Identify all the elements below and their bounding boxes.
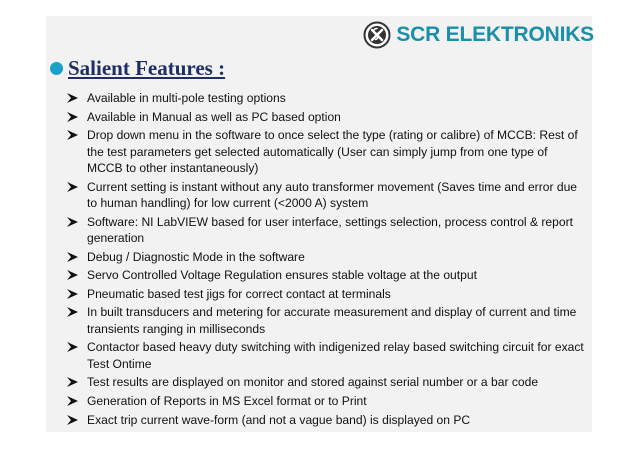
- feature-item: [65, 267, 585, 284]
- feature-item: [65, 374, 585, 391]
- right-arrow-icon: [65, 179, 81, 195]
- right-arrow-icon: [65, 127, 81, 143]
- feature-text: Exact trip current wave-form (and not a vague band) is displayed on PC: [87, 412, 471, 427]
- right-arrow-icon: [65, 412, 81, 428]
- salient-features-title: Salient Features :: [68, 56, 226, 80]
- right-arrow-icon: [65, 304, 81, 320]
- feature-text: Available in multi-pole testing options: [87, 91, 286, 105]
- feature-item: [65, 412, 585, 429]
- feature-item: [65, 214, 585, 247]
- feature-text: Generation of Reports in MS Excel format or to Print: [87, 394, 367, 409]
- feature-text: Contactor based heavy duty switching with indigenized relay based switching circuit for exact Test Ontime: [87, 340, 584, 371]
- feature-text: Available in Manual as well as PC based option: [87, 109, 341, 124]
- feature-text: Pneumatic based test jigs for correct contact at terminals: [87, 286, 391, 301]
- feature-item: [65, 393, 585, 410]
- company-logo: [363, 19, 594, 51]
- feature-text: Current setting is instant without any auto transformer movement (Saves time and error due to human handling) for low current (<2000 A) system: [87, 179, 578, 211]
- heading-bullet: [50, 62, 63, 75]
- feature-item: [65, 179, 585, 212]
- feature-text: Software: NI LabVIEW based for user interface, settings selection, process control & report generation: [87, 214, 573, 246]
- feature-text: Test results are displayed on monitor and stored against serial number or a bar code: [87, 375, 539, 390]
- right-arrow-icon: [65, 267, 81, 283]
- features-list: [65, 90, 585, 430]
- feature-text: Servo Controlled Voltage Regulation ensures stable voltage at the output: [87, 268, 477, 283]
- right-arrow-icon: [65, 109, 81, 125]
- feature-text: In built transducers and metering for accurate measurement and display of current and time transients ranging in milliseconds: [87, 305, 577, 336]
- feature-text: Debug / Diagnostic Mode in the software: [87, 249, 305, 264]
- company-logo-text: SCR ELEKTRONIKS: [396, 23, 594, 46]
- feature-item: [65, 304, 585, 337]
- right-arrow-icon: [65, 214, 81, 230]
- right-arrow-icon: [65, 249, 81, 265]
- right-arrow-icon: [65, 286, 81, 302]
- feature-item: [65, 90, 585, 107]
- right-arrow-icon: [65, 339, 81, 355]
- feature-item: [65, 127, 585, 177]
- feature-item: [65, 249, 585, 266]
- feature-item: [65, 286, 585, 303]
- feature-item: [65, 109, 585, 126]
- feature-item: [65, 339, 585, 372]
- right-arrow-icon: [65, 393, 81, 409]
- scr-logo-icon: [363, 21, 391, 49]
- right-arrow-icon: [65, 374, 81, 390]
- right-arrow-icon: [65, 90, 81, 106]
- section-heading: [50, 56, 225, 80]
- feature-text: Drop down menu in the software to once select the type (rating or calibre) of MCCB: Rest of the test parameters get selected automatically (User can simply jump from one type of MCCB to other instantaneously): [87, 128, 578, 176]
